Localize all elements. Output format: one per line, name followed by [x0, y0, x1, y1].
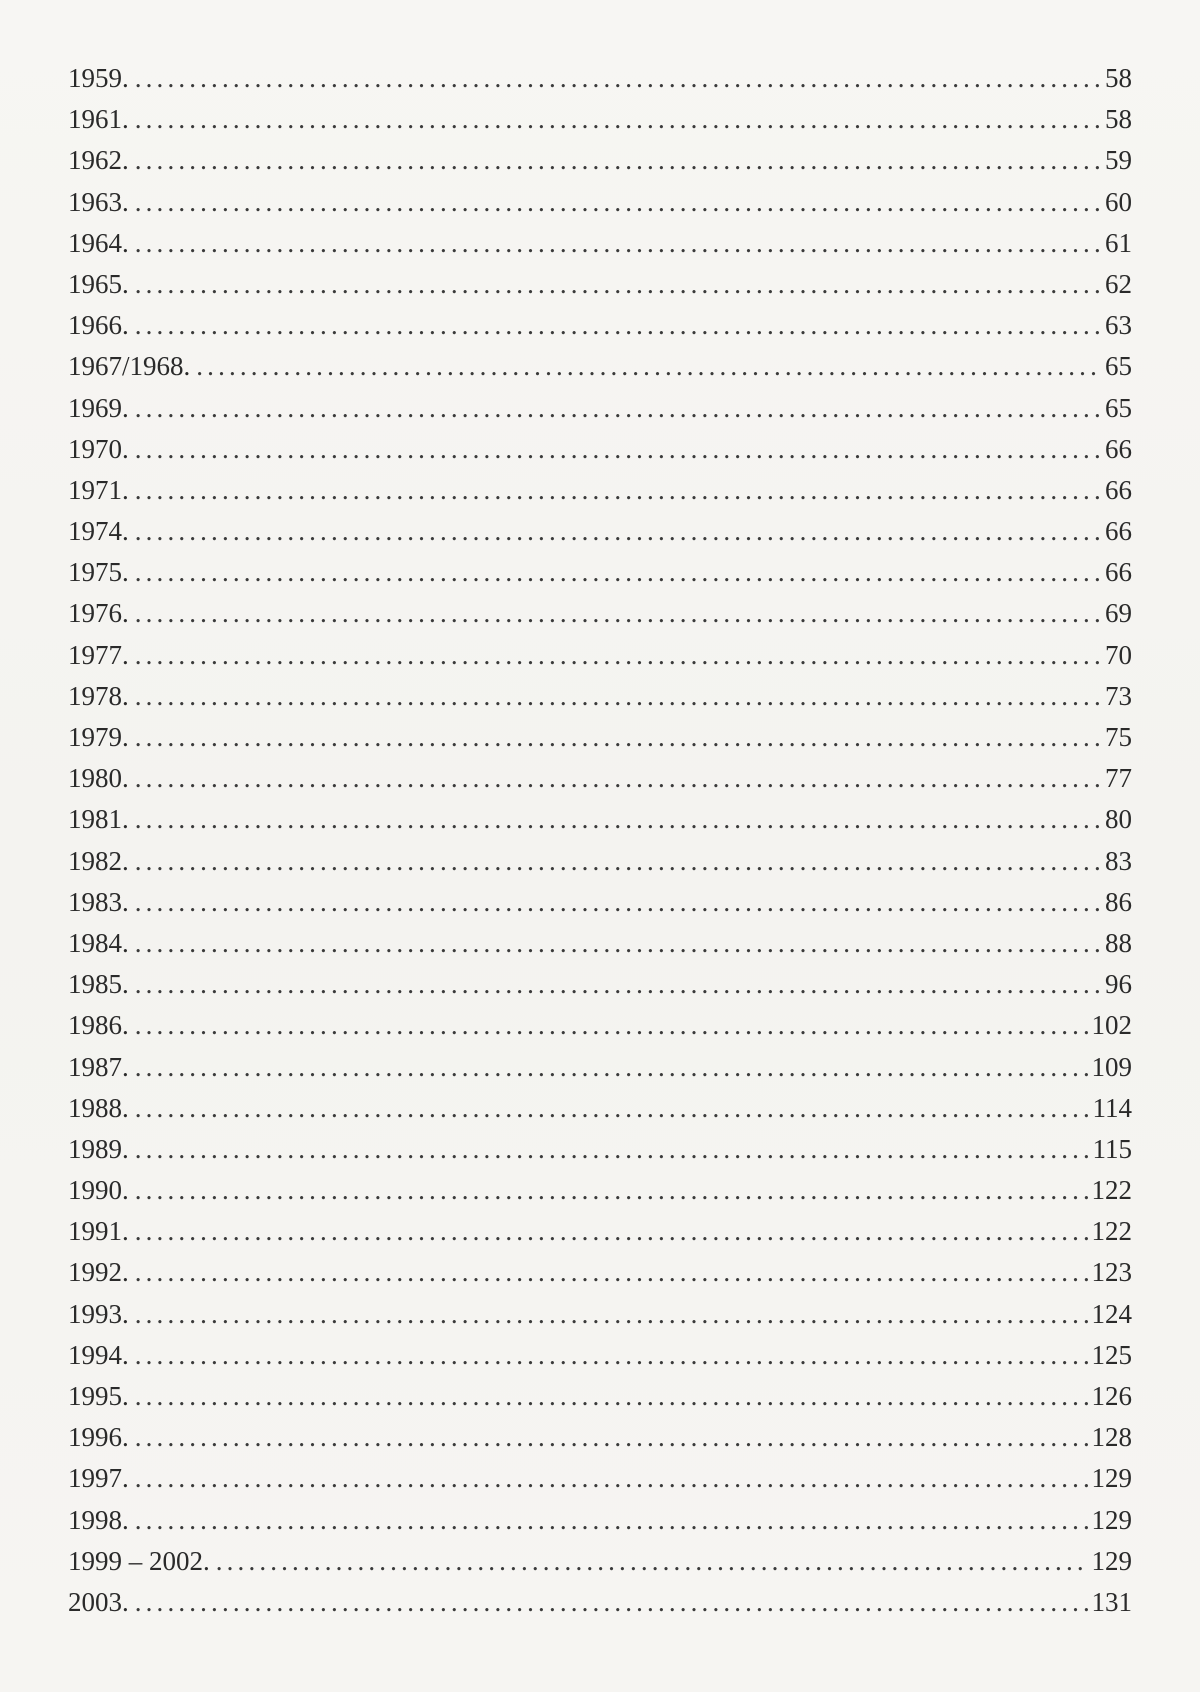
toc-entry-page-number: 66 — [1105, 433, 1132, 464]
toc-entry-page-number: 131 — [1091, 1586, 1132, 1617]
dot-leader — [135, 1252, 1088, 1293]
toc-entry — [68, 1088, 1132, 1129]
toc-entry-label: 1996. — [68, 1422, 129, 1453]
dot-leader — [135, 1088, 1089, 1129]
toc-entry — [68, 1582, 1132, 1623]
toc-entry-page-number: 61 — [1105, 227, 1132, 258]
toc-entry-page-number: 126 — [1091, 1381, 1132, 1411]
toc-entry-page-number: 58 — [1105, 104, 1132, 135]
dot-leader — [135, 1500, 1088, 1541]
dot-leader — [135, 1170, 1088, 1211]
toc-entry — [68, 182, 1132, 223]
dot-leader — [135, 635, 1101, 676]
toc-entry-label: 1980. — [68, 763, 129, 794]
toc-entry — [68, 841, 1132, 882]
toc-entry-label: 1981. — [68, 804, 129, 835]
toc-entry-label: 1965. — [68, 268, 129, 299]
toc-entry-label: 1985. — [68, 969, 129, 1000]
toc-entry — [68, 58, 1132, 99]
toc-entry-page-number: 77 — [1105, 763, 1132, 794]
toc-entry-page-number: 114 — [1092, 1092, 1132, 1123]
dot-leader — [135, 717, 1101, 758]
table-of-contents — [68, 58, 1132, 1623]
dot-leader — [135, 470, 1101, 511]
toc-entry-label: 1962. — [68, 145, 129, 176]
toc-entry-label: 1969. — [68, 392, 129, 423]
dot-leader — [135, 388, 1101, 429]
dot-leader — [135, 182, 1101, 223]
dot-leader — [135, 1417, 1088, 1458]
toc-entry-page-number: 129 — [1091, 1545, 1132, 1576]
toc-entry — [68, 511, 1132, 552]
toc-entry — [68, 264, 1132, 305]
dot-leader — [135, 140, 1101, 181]
toc-entry-page-number: 69 — [1105, 598, 1132, 629]
toc-entry — [68, 305, 1132, 346]
toc-entry-page-number: 65 — [1105, 392, 1132, 423]
toc-entry-label: 1974. — [68, 516, 129, 547]
toc-entry-label: 1978. — [68, 680, 129, 711]
dot-leader — [135, 305, 1101, 346]
toc-entry-page-number: 60 — [1105, 186, 1132, 217]
dot-leader — [196, 346, 1101, 387]
toc-entry-page-number: 65 — [1105, 351, 1132, 382]
toc-entry-page-number: 128 — [1091, 1422, 1132, 1453]
toc-entry — [68, 1047, 1132, 1088]
toc-entry — [68, 429, 1132, 470]
toc-entry — [68, 552, 1132, 593]
toc-entry-page-number: 83 — [1105, 845, 1132, 876]
toc-entry — [68, 99, 1132, 140]
dot-leader — [135, 99, 1101, 140]
dot-leader — [216, 1541, 1088, 1582]
toc-entry — [68, 223, 1132, 264]
toc-entry-label: 1991. — [68, 1216, 129, 1247]
dot-leader — [135, 1458, 1088, 1499]
toc-entry-label: 1992. — [68, 1257, 129, 1288]
toc-entry-page-number: 109 — [1091, 1051, 1132, 1082]
toc-entry-page-number: 70 — [1105, 639, 1132, 670]
dot-leader — [135, 882, 1101, 923]
toc-entry-label: 1976. — [68, 598, 129, 629]
toc-entry — [68, 1500, 1132, 1541]
dot-leader — [135, 511, 1101, 552]
toc-entry — [68, 593, 1132, 634]
toc-entry-page-number: 88 — [1105, 927, 1132, 958]
toc-entry — [68, 799, 1132, 840]
toc-entry-label: 1982. — [68, 845, 129, 876]
toc-entry — [68, 923, 1132, 964]
toc-entry-page-number: 129 — [1091, 1504, 1132, 1535]
dot-leader — [135, 799, 1101, 840]
toc-entry — [68, 676, 1132, 717]
toc-entry-label: 1983. — [68, 886, 129, 917]
toc-entry — [68, 1129, 1132, 1170]
dot-leader — [135, 58, 1101, 99]
toc-entry-label: 1961. — [68, 104, 129, 135]
toc-entry-page-number: 66 — [1105, 474, 1132, 505]
toc-entry-page-number: 125 — [1091, 1339, 1132, 1370]
toc-entry-label: 1970. — [68, 433, 129, 464]
toc-entry-page-number: 124 — [1091, 1298, 1132, 1329]
toc-entry-label: 1977. — [68, 639, 129, 670]
toc-entry-page-number: 75 — [1105, 722, 1132, 752]
dot-leader — [135, 1376, 1088, 1417]
toc-entry-label: 2003. — [68, 1586, 129, 1617]
dot-leader — [135, 923, 1101, 964]
dot-leader — [135, 1005, 1088, 1046]
toc-entry-page-number: 122 — [1091, 1216, 1132, 1247]
dot-leader — [135, 1335, 1088, 1376]
toc-entry-page-number: 80 — [1105, 804, 1132, 835]
dot-leader — [135, 1582, 1088, 1623]
toc-entry-label: 1993. — [68, 1298, 129, 1329]
toc-entry-page-number: 62 — [1105, 268, 1132, 299]
toc-entry-label: 1967/1968. — [68, 351, 191, 382]
dot-leader — [135, 223, 1101, 264]
dot-leader — [135, 1211, 1088, 1252]
toc-entry — [68, 388, 1132, 429]
dot-leader — [135, 758, 1101, 799]
toc-entry — [68, 717, 1132, 758]
toc-entry — [68, 882, 1132, 923]
dot-leader — [135, 841, 1101, 882]
dot-leader — [135, 429, 1101, 470]
toc-entry — [68, 964, 1132, 1005]
toc-entry-label: 1966. — [68, 310, 129, 341]
toc-entry-page-number: 122 — [1091, 1175, 1132, 1206]
toc-entry — [68, 1417, 1132, 1458]
toc-entry — [68, 1335, 1132, 1376]
toc-entry — [68, 1252, 1132, 1293]
toc-entry — [68, 1005, 1132, 1046]
toc-entry-page-number: 123 — [1091, 1257, 1132, 1288]
toc-entry — [68, 1170, 1132, 1211]
toc-entry-label: 1988. — [68, 1092, 129, 1123]
toc-entry-page-number: 115 — [1092, 1133, 1132, 1164]
toc-entry-page-number: 96 — [1105, 969, 1132, 1000]
toc-entry-label: 1997. — [68, 1463, 129, 1494]
toc-entry — [68, 1294, 1132, 1335]
toc-entry — [68, 635, 1132, 676]
toc-entry-page-number: 63 — [1105, 310, 1132, 341]
toc-entry-label: 1979. — [68, 722, 129, 752]
toc-entry-label: 1959. — [68, 63, 129, 93]
dot-leader — [135, 264, 1101, 305]
toc-entry — [68, 1376, 1132, 1417]
toc-entry-page-number: 86 — [1105, 886, 1132, 917]
toc-entry-page-number: 73 — [1105, 680, 1132, 711]
dot-leader — [135, 1047, 1088, 1088]
toc-entry-label: 1971. — [68, 474, 129, 505]
dot-leader — [135, 676, 1101, 717]
dot-leader — [135, 1294, 1088, 1335]
toc-entry — [68, 470, 1132, 511]
dot-leader — [135, 593, 1101, 634]
toc-entry-page-number: 129 — [1091, 1463, 1132, 1494]
toc-entry-label: 1999 – 2002. — [68, 1545, 210, 1576]
toc-entry-label: 1994. — [68, 1339, 129, 1370]
toc-entry-page-number: 66 — [1105, 516, 1132, 547]
toc-entry — [68, 1541, 1132, 1582]
toc-entry-label: 1998. — [68, 1504, 129, 1535]
toc-entry-label: 1989. — [68, 1133, 129, 1164]
toc-entry — [68, 758, 1132, 799]
toc-entry-label: 1984. — [68, 927, 129, 958]
toc-entry-label: 1975. — [68, 557, 129, 588]
toc-entry-page-number: 59 — [1105, 145, 1132, 176]
toc-entry-label: 1964. — [68, 227, 129, 258]
toc-entry-label: 1963. — [68, 186, 129, 217]
toc-entry-page-number: 58 — [1105, 63, 1132, 93]
toc-entry-label: 1990. — [68, 1175, 129, 1206]
toc-entry-page-number: 66 — [1105, 557, 1132, 588]
toc-entry-label: 1986. — [68, 1010, 129, 1041]
toc-entry — [68, 346, 1132, 387]
toc-entry-label: 1987. — [68, 1051, 129, 1082]
toc-entry — [68, 140, 1132, 181]
dot-leader — [135, 964, 1101, 1005]
toc-entry-page-number: 102 — [1091, 1010, 1132, 1041]
toc-entry — [68, 1211, 1132, 1252]
dot-leader — [135, 552, 1101, 593]
toc-entry — [68, 1458, 1132, 1499]
dot-leader — [135, 1129, 1089, 1170]
toc-entry-label: 1995. — [68, 1381, 129, 1411]
